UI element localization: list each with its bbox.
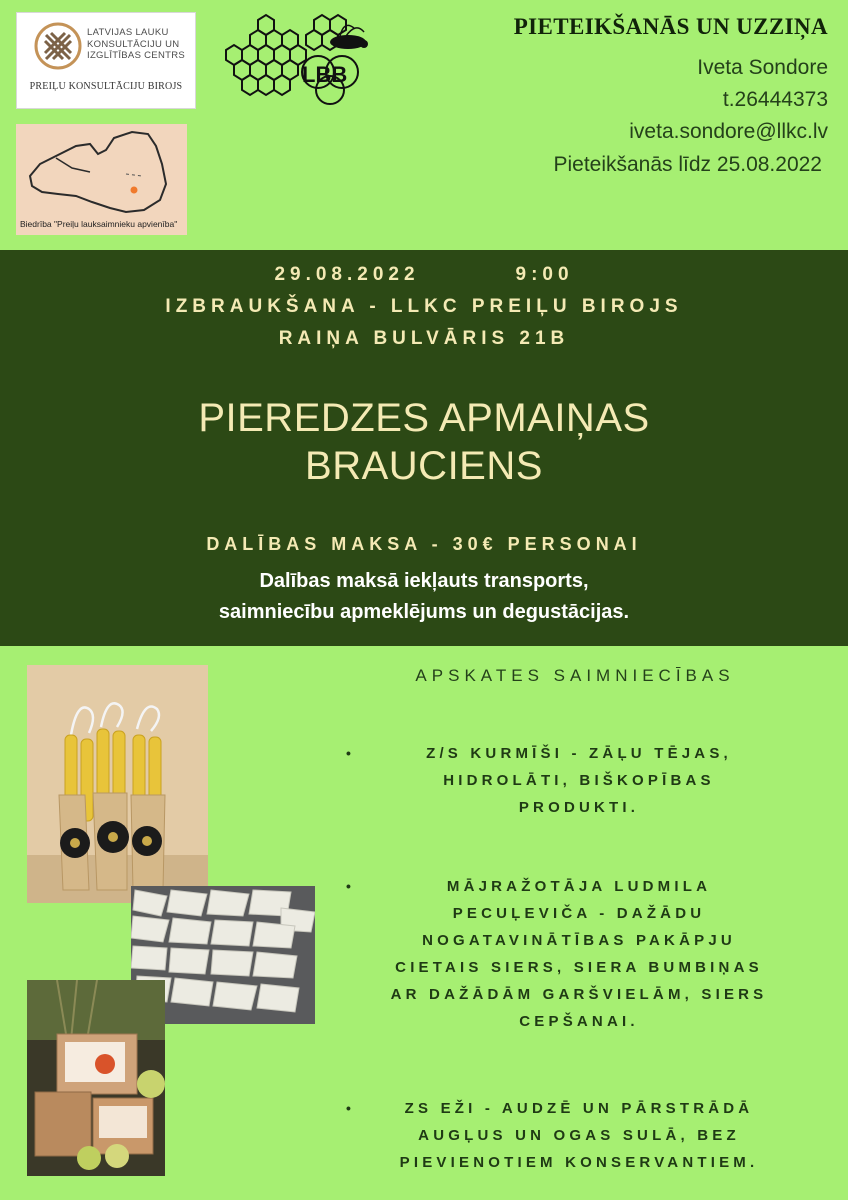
event-time: 9:00 [515,264,574,285]
fee-includes-line-2: saimniecību apmeklējums un degustācijas. [218,601,630,623]
farm-line: CIETAIS SIERS, SIERA BUMBIŅAS [395,959,763,976]
contact-name: Iveta Sondore [697,56,828,79]
llkc-org-name: LATVIJAS LAUKU KONSULTĀCIJU UN IZGLĪTĪBAS CENTRS [87,27,186,61]
farm-line: MĀJRAŽOTĀJA LUDMILA [446,878,712,895]
farm-item-pecuļeviča [338,873,820,1035]
llkc-office-name: PREIĻU KONSULTĀCIJU BIROJS [29,81,183,92]
farm-line: ZS EŽI - AUDZĒ UN PĀRSTRĀDĀ [404,1100,754,1117]
farm-line: PRODUKTI. [518,799,640,816]
bullet: • [346,745,351,761]
bullet: • [346,1100,351,1116]
farm-item-kurmisi [338,740,820,821]
event-date: 29.08.2022 [274,264,420,285]
headline-line-2: BRAUCIENS [305,444,543,488]
llkc-logo [16,12,196,109]
event-headline [0,394,848,490]
participation-fee: DALĪBAS MAKSA - 30€ PERSONAI [206,534,642,554]
farm-line: AUGĻUS UN OGAS SULĀ, BEZ [418,1127,740,1144]
departure-location: IZBRAUKŠANA - LLKC PREIĻU BIROJS [165,296,683,317]
farms-heading: APSKATES SAIMNIECĪBAS [415,666,735,685]
association-map-logo [16,124,187,235]
farm-line: AR DAŽĀDĀM GARŠVIELĀM, SIERS [390,986,768,1003]
llkc-emblem-icon [33,21,83,71]
fee-includes-line-1: Dalības maksā iekļauts transports, [259,570,589,592]
bullet: • [346,878,351,894]
contact-title: PIETEIKŠANĀS UN UZZIŅA [513,14,828,39]
farm-line: PECUĻEVIČA - DAŽĀDU [452,905,706,922]
lbb-text: LBB [302,62,348,87]
departure-address: RAIŅA BULVĀRIS 21B [278,328,570,349]
location-marker-icon [131,187,138,194]
farm-line: Z/S KURMĪŠI - ZĀĻU TĒJAS, [426,745,732,762]
association-caption: Biedrība "Preiļu lauksaimnieku apvienība" [20,219,178,229]
farm-line: CEPŠANAI. [519,1013,639,1030]
lbb-honeycomb-logo [218,10,376,106]
event-details-band [0,250,848,646]
contact-email-link[interactable]: iveta.sondore@llkc.lv [629,120,828,143]
farm-line: HIDROLĀTI, BIŠKOPĪBAS [443,772,715,789]
registration-deadline: Pieteikšanās līdz 25.08.2022 [553,153,822,176]
farm-item-ezi [338,1095,820,1176]
date-time-row [0,264,848,286]
contact-phone[interactable]: t.26444373 [722,88,828,111]
beeswax-candles-photo [27,665,208,903]
headline-line-1: PIEREDZES APMAIŅAS [198,396,650,440]
farm-line: NOGATAVINĀTĪBAS PAKĀPJU [422,932,736,949]
apple-juice-photo [27,980,165,1176]
fee-includes [0,566,848,628]
farm-line: PIEVIENOTIEM KONSERVANTIEM. [399,1154,759,1171]
